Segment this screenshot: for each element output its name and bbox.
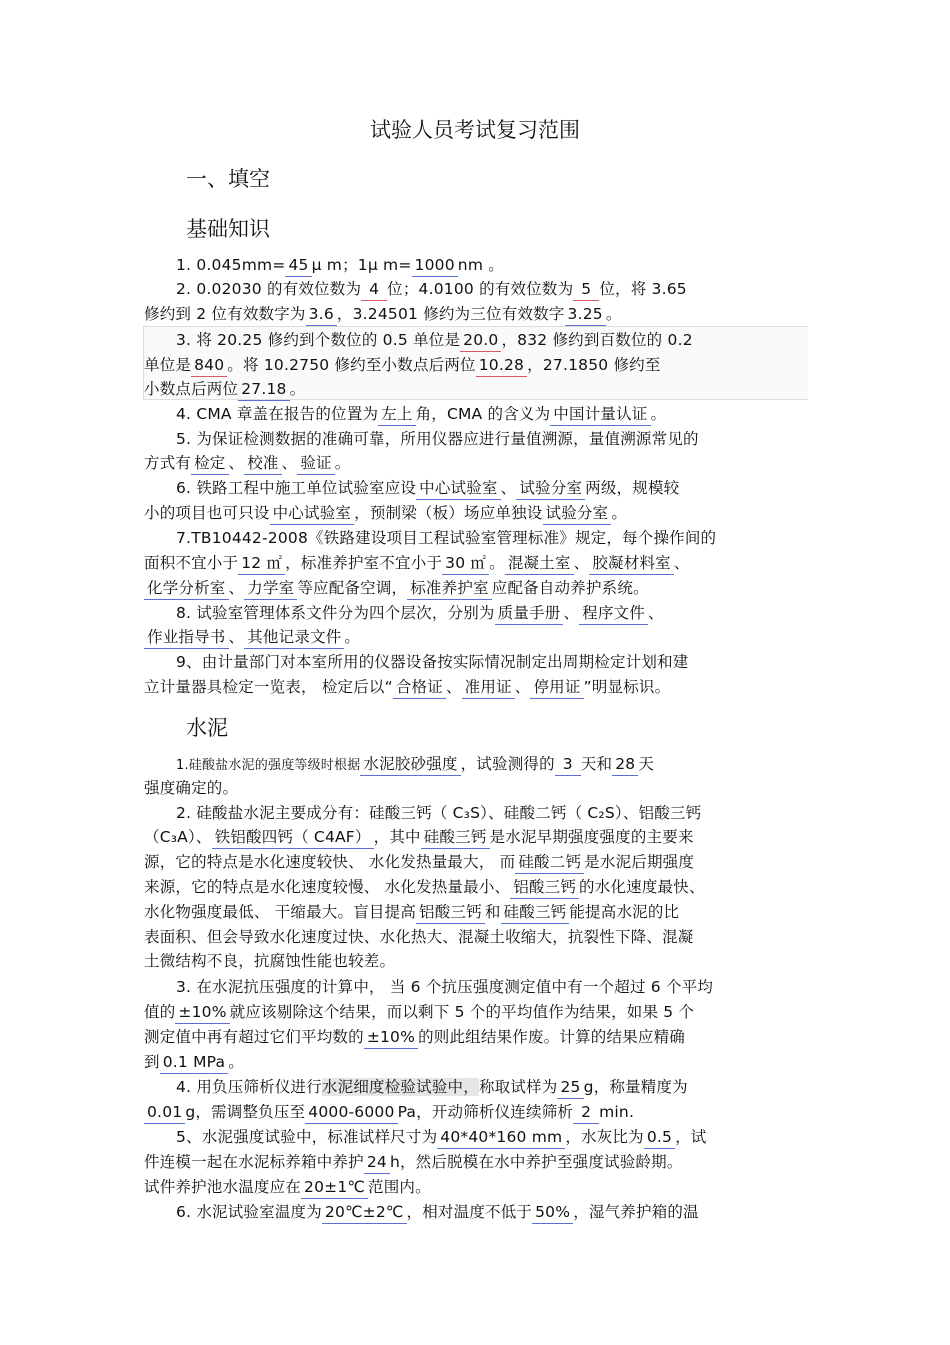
text-line: 化学分析室 、 力学室 等应配备空调， 标准养护室 应配备自动养护系统。 [144, 577, 649, 600]
text-line: 土微结构不良，抗腐蚀性能也较差。 [144, 952, 396, 970]
text-line: 4. 用负压筛析仪进行水泥细度检验试验中，称取试样为 25 g，称量精度为 [176, 1076, 688, 1099]
fill-in-answer: 3 [555, 753, 581, 776]
fill-in-answer: 2 [573, 1101, 599, 1124]
text-line: 5. 为保证检测数据的准确可靠，所用仪器应进行量值溯源，量值溯源常见的 [176, 430, 699, 448]
fill-in-answer: 中国计量认证 [550, 403, 650, 426]
fill-in-answer: 0.01 [144, 1101, 185, 1124]
fill-in-answer: 准用证 [462, 676, 515, 699]
text-line: 7.TB10442-2008《铁路建设项目工程试验室管理标准》规定，每个操作间的 [176, 529, 717, 547]
fill-in-answer: 铝酸三钙 [510, 876, 579, 899]
fill-in-answer: 混凝土室 [505, 552, 574, 575]
fill-in-answer: 30 ㎡ [442, 552, 489, 575]
fill-in-answer: 28 [612, 753, 638, 776]
fill-in-answer: 铝酸三钙 [416, 901, 485, 924]
fill-in-answer: 45 [285, 254, 311, 277]
text-line: 8. 试验室管理体系文件分为四个层次，分别为 质量手册 、 程序文件 、 [176, 602, 664, 625]
text-line: 3. 在水泥抗压强度的计算中， 当 6 个抗压强度测定值中有一个超过 6 个平均 [176, 978, 714, 996]
fill-in-answer: 12 ㎡ [238, 552, 285, 575]
text-line: 面积不宜小于 12 ㎡ ，标准养护室不宜小于 30 ㎡ 。 混凝土室 、 胶凝材料室 、 [144, 552, 690, 575]
text-line: （C₃A）、 铁铝酸四钙（ C4AF） ，其中 硅酸三钙 是水泥早期强度强度的主要来 [144, 826, 694, 849]
fill-in-answer: 铁铝酸四钙（ C4AF） [212, 826, 374, 849]
fill-in-answer: 验证 [297, 452, 334, 475]
fill-in-answer: 水泥胶砂强度 [360, 753, 460, 776]
fill-in-answer: 4000-6000 [305, 1101, 397, 1124]
fill-in-answer: 840 [191, 354, 227, 377]
text-line: 件连模一起在水泥标养箱中养护 24 h，然后脱模在水中养护至强度试验龄期。 [144, 1151, 683, 1174]
fill-in-answer: 20±1℃ [301, 1176, 368, 1199]
fill-in-answer: 中心试验室 [416, 477, 501, 500]
text-line: 小的项目也可只设 中心试验室 ，预制梁（板）场应单独设 试验分室 。 [144, 502, 627, 525]
text-line: 2. 硅酸盐水泥主要成分有：硅酸三钙（ C₃S）、硅酸二钙（ C₂S）、铝酸三钙 [176, 804, 702, 822]
fill-in-answer: 1000 [412, 254, 458, 277]
text-line: 作业指导书 、 其他记录文件 。 [144, 626, 360, 649]
fill-in-answer: 24 [364, 1151, 390, 1174]
fill-in-answer: 4 [361, 278, 387, 301]
text-line: 4. CMA 章盖在报告的位置为 左上 角，CMA 的含义为 中国计量认证 。 [176, 403, 666, 426]
fill-in-answer: 作业指导书 [144, 626, 229, 649]
text-line: 小数点后两位 27.18 。 [144, 378, 305, 401]
text-line: 表面积、但会导致水化速度过快、水化热大、混凝土收缩大，抗裂性下降、混凝 [144, 928, 694, 946]
fill-in-answer: 合格证 [393, 676, 446, 699]
fill-in-answer: 20.0 [460, 329, 501, 352]
page-title: 试验人员考试复习范围 [370, 118, 580, 142]
text-line: 1. 0.045mm= 45 μ m；1μ m= 1000 nm 。 [176, 254, 504, 277]
fill-in-answer: 其他记录文件 [244, 626, 344, 649]
fill-in-answer: ±10% [364, 1026, 418, 1049]
fill-in-answer: 试验分室 [516, 477, 585, 500]
text-line: 试件养护池水温度应在 20±1℃ 范围内。 [144, 1176, 431, 1199]
fill-in-answer: 质量手册 [495, 602, 564, 625]
text-line: 9、由计量部门对本室所用的仪器设备按实际情况制定出周期检定计划和建 [176, 653, 689, 671]
text-line: 值的 ±10% 就应该剔除这个结果，而以剩下 5 个的平均值作为结果，如果 5 个 [144, 1001, 694, 1024]
fill-in-answer: 硅酸三钙 [501, 901, 570, 924]
text-line: 单位是 840 。将 10.2750 修约至小数点后两位 10.28 ，27.1850 修约至 [144, 354, 661, 377]
text-line: 3. 将 20.25 修约到个数位的 0.5 单位是 20.0 ，832 修约到百数位的 0.2 [176, 329, 693, 352]
text-line: 修约到 2 位有效数字为 3.6 ，3.24501 修约为三位有效数字 3.25 。 [144, 303, 622, 326]
text-line: 方式有 检定 、 校准 、 验证 。 [144, 452, 350, 475]
fill-in-answer: 程序文件 [579, 602, 648, 625]
text-line: 5、水泥强度试验中，标准试样尺寸为 40*40*160 mm ，水灰比为 0.5 ，试 [176, 1126, 707, 1149]
fill-in-answer: 40*40*160 mm [437, 1126, 565, 1149]
fill-in-answer: 化学分析室 [144, 577, 229, 600]
subsection-basic: 基础知识 [186, 217, 270, 241]
text-line: 立计量器具检定一览表， 检定后以“ 合格证 、 准用证 、 停用证 ”明显标识。 [144, 676, 670, 699]
fill-in-answer: 硅酸二钙 [515, 851, 584, 874]
fill-in-answer: 20℃±2℃ [322, 1201, 407, 1224]
subsection-cement: 水泥 [186, 716, 228, 740]
text-line: 6. 水泥试验室温度为 20℃±2℃ ，相对温度不低于 50% ，湿气养护箱的温 [176, 1201, 699, 1224]
fill-in-answer: 3.25 [565, 303, 606, 326]
fill-in-answer: 3.6 [306, 303, 337, 326]
fill-in-answer: ±10% [175, 1001, 229, 1024]
text-line: 源，它的特点是水化速度较快、 水化发热量最大， 而 硅酸二钙 是水泥后期强度 [144, 851, 694, 874]
fill-in-answer: 胶凝材料室 [589, 552, 674, 575]
fill-in-answer: 力学室 [244, 577, 297, 600]
fill-in-answer: 试验分室 [543, 502, 612, 525]
text-line: 来源，它的特点是水化速度较慢、 水化发热量最小、 铝酸三钙 的水化速度最快、 [144, 876, 705, 899]
fill-in-answer: 25 [557, 1076, 583, 1099]
text-line: 到 0.1 MPa 。 [144, 1051, 244, 1074]
fill-in-answer: 10.28 [476, 354, 527, 377]
fill-in-answer: 27.18 [238, 378, 289, 401]
text-line: 6. 铁路工程中施工单位试验室应设 中心试验室 、 试验分室 两级，规模较 [176, 477, 679, 500]
fill-in-answer: 0.5 [644, 1126, 675, 1149]
text-line: 0.01 g，需调整负压至 4000-6000 Pa，开动筛析仪连续筛析 2 min. [144, 1101, 634, 1124]
fill-in-answer: 停用证 [530, 676, 583, 699]
text-line: 测定值中再有超过它们平均数的 ±10% 的则此组结果作废。计算的结果应精确 [144, 1026, 685, 1049]
fill-in-answer: 标准养护室 [407, 577, 492, 600]
text-line: 1.硅酸盐水泥的强度等级时根据 水泥胶砂强度 ，试验测得的 3 天和 28 天 [176, 753, 654, 777]
fill-in-answer: 校准 [244, 452, 281, 475]
fill-in-answer: 检定 [191, 452, 228, 475]
text-line: 强度确定的。 [144, 779, 239, 797]
fill-in-answer: 5 [573, 278, 599, 301]
fill-in-answer: 中心试验室 [270, 502, 355, 525]
section-heading: 一、填空 [186, 167, 270, 191]
fill-in-answer: 硅酸三钙 [421, 826, 490, 849]
text-line: 2. 0.02030 的有效位数为 4 位；4.0100 的有效位数为 5 位，将 3.65 [176, 278, 687, 301]
fill-in-answer: 0.1 MPa [160, 1051, 229, 1074]
text-line: 水化物强度最低、 干缩最大。盲目提高 铝酸三钙 和 硅酸三钙 能提高水泥的比 [144, 901, 679, 924]
fill-in-answer: 50% [532, 1201, 573, 1224]
fill-in-answer: 左上 [378, 403, 415, 426]
